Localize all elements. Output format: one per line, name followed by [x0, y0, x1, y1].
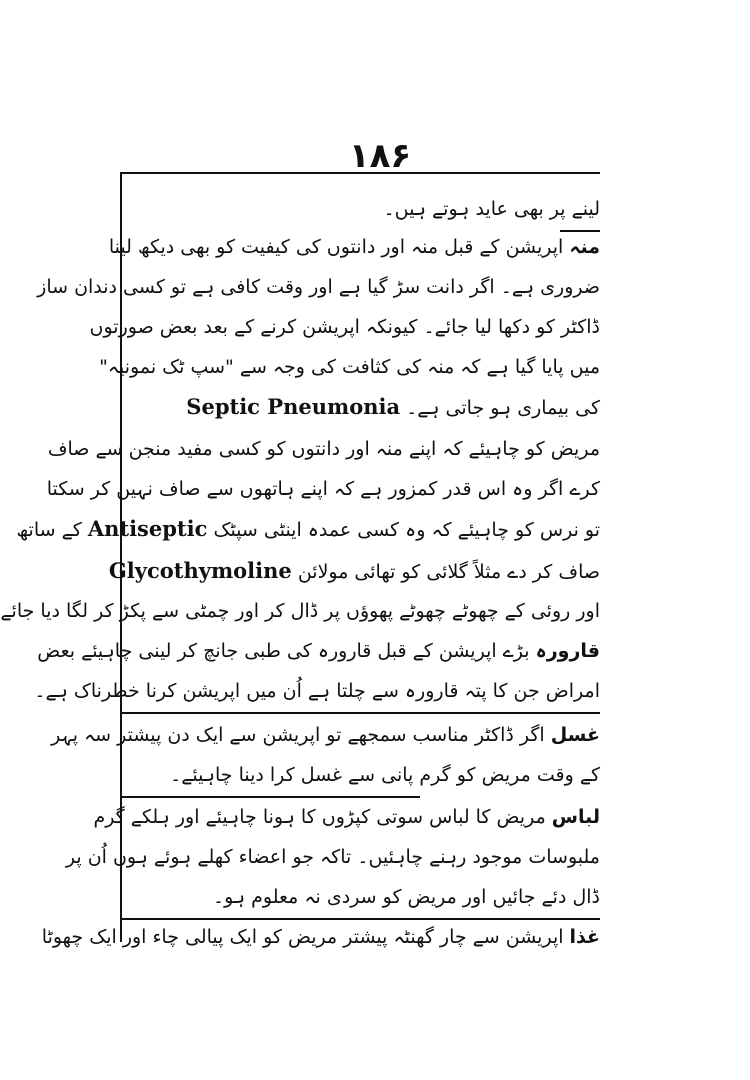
latin-term-septic-pneumonia: Septic Pneumonia: [186, 394, 401, 419]
text-line-19: غذااپریشن سے چار گھنٹہ پیشتر مریض کو ایک پیالی چاء اور ایک چھوٹا: [120, 922, 600, 952]
text-line-10: صاف کر دے مثلاً گلائی کو تھائی مولائن Glycothymoline: [108, 558, 600, 583]
text-line-12: قارورہبڑے اپریشن کے قبل قارورہ کی طبی جانچ کر لینی چاہیئے بعض: [120, 636, 600, 666]
text-line-6: کی بیماری ہو جاتی ہے۔ Septic Pneumonia: [186, 394, 600, 419]
text-line-7: مریض کو چاہیئے کہ اپنے منہ اور دانتوں کو کسی مفید منجن سے صاف: [47, 438, 600, 460]
text-line-8: کرے اگر وہ اس قدر کمزور ہے کہ اپنے ہاتھوں سے صاف نہیں کر سکتا: [46, 478, 600, 500]
latin-term-glycothymoline: Glycothymoline: [108, 558, 292, 583]
section-rule-3: [120, 918, 600, 920]
page-number: ۱۸۶: [348, 136, 412, 176]
text-line-3: ضروری ہے۔ اگر دانت سڑ گیا ہے اور وقت کافی ہے تو کسی دندان ساز: [37, 276, 600, 298]
text-line-13: امراض جن کا پتہ قارورہ سے چلتا ہے اُن میں اپریشن کرنا خطرناک ہے۔: [34, 680, 600, 702]
section-label-urine: قارورہ: [535, 640, 600, 662]
text-line-18: ڈال دئے جائیں اور مریض کو سردی نہ معلوم ہو۔: [213, 886, 600, 908]
text-line-4: ڈاکٹر کو دکھا لیا جائے۔ کیونکہ اپریشن کرنے کے بعد بعض صورتوں: [89, 316, 600, 338]
text-line-16: لباسمریض کا لباس سوتی کپڑوں کا ہونا چاہیئے اور ہلکے گرم: [120, 802, 600, 832]
section-rule-2: [120, 796, 420, 798]
text-frame: [0, 172, 600, 952]
text-line-15: کے وقت مریض کو گرم پانی سے غسل کرا دینا چاہیئے۔: [170, 764, 600, 786]
text-line-17: ملبوسات موجود رہنے چاہئیں۔ تاکہ جو اعضاء کھلے ہوئے ہوں اُن پر: [65, 846, 600, 868]
text-line-11: اور روئی کے چھوٹے چھوٹے پھوؤں پر ڈال کر اور چمٹی سے پکڑ کر لگا دیا جائے: [0, 600, 600, 622]
text-line-2: منہاپریشن کے قبل منہ اور دانتوں کی کیفیت کو بھی دیکھ لینا: [120, 232, 600, 262]
text-line-14: غسلاگر ڈاکٹر مناسب سمجھے تو اپریشن سے ایک دن پیشتر سہ پہر: [120, 720, 600, 750]
latin-term-antiseptic: Antiseptic: [87, 516, 208, 541]
section-label-diet: غذا: [569, 926, 600, 948]
section-label-clothing: لباس: [551, 806, 600, 828]
section-rule-1: [120, 712, 600, 714]
section-label-bath: غسل: [550, 724, 600, 746]
text-line-5: میں پایا گیا ہے کہ منہ کی کثافت کی وجہ سے "سپ ٹک نمونیہ": [99, 356, 600, 378]
top-rule: [120, 172, 600, 174]
section-label-mouth: منہ: [569, 236, 600, 258]
label-rule-mouth: [560, 230, 600, 232]
text-line-9: تو نرس کو چاہیئے کہ وہ کسی عمدہ اینٹی سپٹک Antiseptic کے ساتھ: [16, 516, 600, 541]
text-line-1: لینے پر بھی عاید ہوتے ہیں۔: [383, 198, 600, 220]
